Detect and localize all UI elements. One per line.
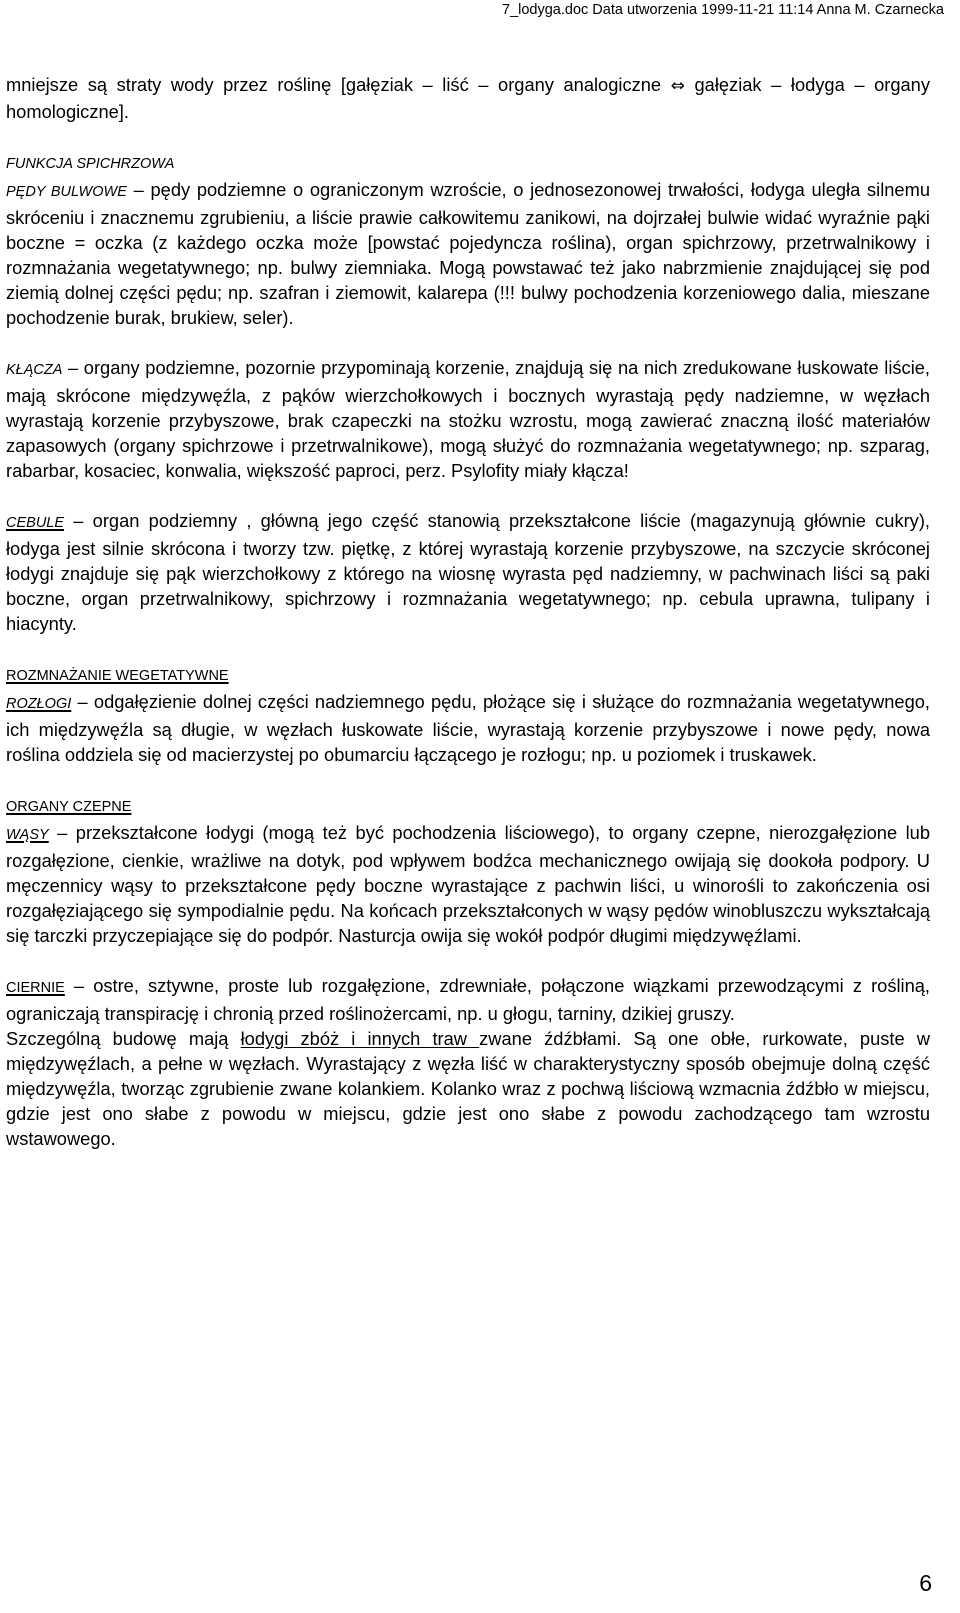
tendril-description: – przekształcone łodygi (mogą też być pochodzenia liściowego), to organy czepne, nierozgałęzione lub rozgałęzione, cienkie, wrażliwe na dotyk, pod wpływem bodźca mechanicznego owijają się dookoła podpory. U męczennicy wąsy to przekształcone pędy boczne wyrastające z pachwin liści, u winorośli to zakończenia osi rozgałęziającego się sympodialnie pędu. Na końcach przekształconych w wąsy pędów winobluszczu wykształcają się tarczki przyczepiające się do podpór. Nasturcja owija się wokół podpór długimi międzywęźlami.	[6, 822, 930, 946]
term-tubers: PĘDY BULWOWE	[6, 184, 127, 200]
thorn-description: – ostre, sztywne, proste lub rozgałęzione, zdrewniałe, połączone wiązkami przewodzącymi z rośliną, ograniczają transpirację i chronią przed roślinożercami, np. u głogu, tarniny, dzikiej gruszy.	[6, 975, 930, 1024]
term-runner: ROZŁOGI	[6, 696, 72, 712]
intro-paragraph	[6, 72, 930, 124]
culm-description: zwane źdźbłami. Są one obłe, rurkowate, puste w międzywęźlach, a pełne w węzłach. Wyrastający z węzła liść w charakterystyczny sposób obejmuje dolną część międzywęźla, tworząc zgrubienie zwane kolankiem. Kolanko wraz z pochwą liściową wzmacnia źdźbło w miejscu, gdzie jest ono słabe z powodu w miejscu, gdzie jest ono słabe z powodu zachodzącego tam wzrostu wstawowego.	[6, 1028, 930, 1149]
culm-intro: Szczególną budowę mają	[6, 1028, 241, 1049]
bulb-description: – organ podziemny , główną jego część stanowią przekształcone liście (magazynują głównie cukry), łodyga jest silnie skrócona i tworzy tzw. piętkę, z której wyrastają korzenie przybyszowe, na szczycie skróconej łodygi znajduje się pąk wierzchołkowy z którego na wiosnę wyrasta pęd nadziemny, w pachwinach liści są paki boczne, organ przetrwalnikowy, spichrzowy i rozmnażania wegetatywnego; np. cebula uprawna, tulipany i hiacynty.	[6, 510, 930, 634]
term-rhizome: KŁĄCZA	[6, 362, 63, 378]
page-body	[6, 72, 930, 1151]
bulb-paragraph	[6, 508, 930, 636]
tubers-description: – pędy podziemne o ograniczonym wzroście, o jednosezonowej trwałości, łodyga uległa silnemu skróceniu i znacznemu zgrubieniu, a liście prawie całkowitemu zanikowi, na dojrzałej bulwie widać wyraźnie pąki boczne = oczka (z każdego oczka może [powstać pojedyncza roślina), organ spichrzowy, przetrwalnikowy i rozmnażania wegetatywnego; np. bulwy ziemniaka. Mogą powstawać też jako nabrzmienie znajdującej się pod ziemią dolnej części pędu; np. szafran i ziemowit, kalarepa (!!! bulwy pochodzenia korzeniowego dalia, mieszane pochodzenie burak, brukiew, seler).	[6, 179, 930, 328]
rhizome-description: – organy podziemne, pozornie przypominają korzenie, znajdują się na nich zredukowane łuskowate liście, mają skrócone międzywęźla, z pąków wierzchołkowych i bocznych wyrastają pędy nadziemne, w węzłach wyrastają korzenie przybyszowe, brak czapeczki na stożku wzrostu, mogą zawierać znaczną ilość materiałów zapasowych (organy spichrzowe i przetrwalnikowe), mogą służyć do rozmnażania wegetatywnego; np. szparag, rabarbar, kosaciec, konwalia, większość paproci, perz. Psylofity miały kłącza!	[6, 357, 930, 481]
page-number: 6	[919, 1570, 932, 1596]
section-heading-vegetative: ROZMNAŻANIE WEGETATYWNE	[6, 668, 229, 684]
culm-underlined-text: łodygi zbóż i innych traw	[240, 1028, 480, 1049]
culm-paragraph	[6, 1026, 930, 1151]
intro-text-end: gałęziak – łodyga – organy homologiczne].	[6, 74, 930, 122]
rhizome-paragraph	[6, 355, 930, 483]
section-heading-climbing: ORGANY CZEPNE	[6, 799, 132, 815]
double-arrow-icon: ⇔	[670, 76, 685, 96]
runner-description: – odgałęzienie dolnej części nadziemnego pędu, płożące się i służące do rozmnażania wegetatywnego, ich międzywęźla są długie, w węzłach łuskowate liście, wyrastają korzenie przybyszowe i nowe pędy, nowa roślina oddziela się od macierzystej po obumarciu łączącego je rozłogu; np. u poziomek i truskawek.	[6, 691, 930, 765]
term-bulb: CEBULE	[6, 515, 65, 531]
section-heading-storage: FUNKCJA SPICHRZOWA	[6, 156, 175, 172]
term-tendril: WĄSY	[6, 827, 49, 843]
document-header: 7_lodyga.doc Data utworzenia 1999-11-21 11:14 Anna M. Czarnecka	[502, 2, 944, 18]
tubers-paragraph	[6, 177, 930, 330]
runner-paragraph	[6, 689, 930, 767]
term-thorn: CIERNIE	[6, 980, 65, 996]
intro-text-start: mniejsze są straty wody przez roślinę [gałęziak – liść – organy analogiczne	[6, 74, 662, 95]
thorn-paragraph	[6, 973, 930, 1026]
tendril-paragraph	[6, 820, 930, 948]
